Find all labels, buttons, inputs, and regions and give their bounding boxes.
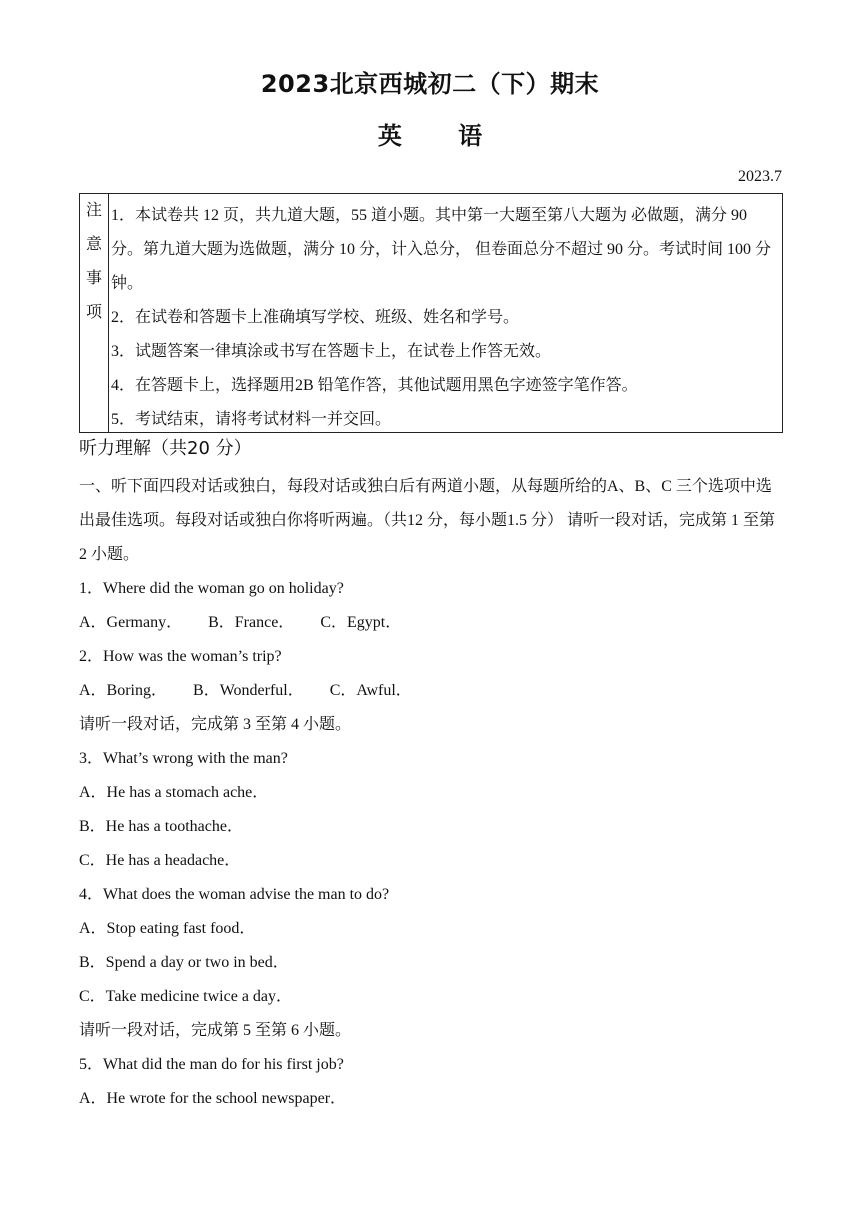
question-1-options <box>79 606 783 640</box>
option-b: B．Wonderful． <box>193 682 304 699</box>
listening-section <box>79 470 783 1116</box>
exam-date: 2023.7 <box>738 168 782 185</box>
notice-item-4: 4．在答题卡上，选择题用2B 铅笔作答，其他试题用黑色字迹签字笔作答。 <box>111 377 638 394</box>
option-b: B．He has a toothache． <box>79 818 243 835</box>
option-a: A．Germany． <box>79 614 183 631</box>
subject-title: 英 语 <box>377 122 483 150</box>
notice-item-1: 1．本试卷共 12 页，共九道大题，55 道小题。其中第一大题至第八大题为 必做题，满分 90 分。第九道大题为选做题，满分 10 分，计入总分， 但卷面总分不超过 90 分。考试时间 100 分钟。 <box>111 207 772 292</box>
notice-label-char: 项 <box>85 304 102 321</box>
section-title: 听力理解（共20 分） <box>79 438 252 459</box>
notice-item-2: 2．在试卷和答题卡上准确填写学校、班级、姓名和学号。 <box>111 309 520 326</box>
question-2-options <box>79 674 783 708</box>
option-a: A．He has a stomach ache． <box>79 784 269 801</box>
question-2: 2．How was the woman’s trip? <box>79 648 282 665</box>
option-b: B．Spend a day or two in bed． <box>79 954 289 971</box>
option-c: C．Awful． <box>329 682 412 699</box>
notice-label-char: 注 <box>85 202 102 219</box>
option-a: A．Boring． <box>79 682 168 699</box>
option-b: B．France． <box>208 614 295 631</box>
question-5: 5．What did the man do for his first job? <box>79 1056 344 1073</box>
notice-item-5: 5．考试结束，请将考试材料一并交回。 <box>111 411 392 428</box>
question-3: 3．What’s wrong with the man? <box>79 750 288 767</box>
notice-box <box>79 193 783 433</box>
dialogue-intro-3-4: 请听一段对话，完成第 3 至第 4 小题。 <box>79 716 352 733</box>
option-c: C．He has a headache． <box>79 852 241 869</box>
option-a: A．He wrote for the school newspaper． <box>79 1090 347 1107</box>
question-4: 4．What does the woman advise the man to do? <box>79 886 390 903</box>
dialogue-intro-5-6: 请听一段对话，完成第 5 至第 6 小题。 <box>79 1022 352 1039</box>
page-title: 2023北京西城初二（下）期末 <box>260 70 600 98</box>
notice-label-char: 意 <box>85 236 102 253</box>
notice-item-3: 3．试题答案一律填涂或书写在答题卡上，在试卷上作答无效。 <box>111 343 552 360</box>
option-a: A．Stop eating fast food． <box>79 920 256 937</box>
notice-label-char: 事 <box>85 270 102 287</box>
notice-label <box>80 194 109 432</box>
option-c: C．Egypt． <box>320 614 402 631</box>
notice-items <box>109 194 782 432</box>
question-1: 1．Where did the woman go on holiday? <box>79 580 344 597</box>
option-c: C．Take medicine twice a day． <box>79 988 293 1005</box>
section-instructions: 一、听下面四段对话或独白，每段对话或独白后有两道小题，从每题所给的A、B、C 三个选项中选出最佳选项。每段对话或独白你将听两遍。（共12 分，每小题1.5 分） 请听一段对话，完成第 1 至第 2 小题。 <box>79 478 776 563</box>
